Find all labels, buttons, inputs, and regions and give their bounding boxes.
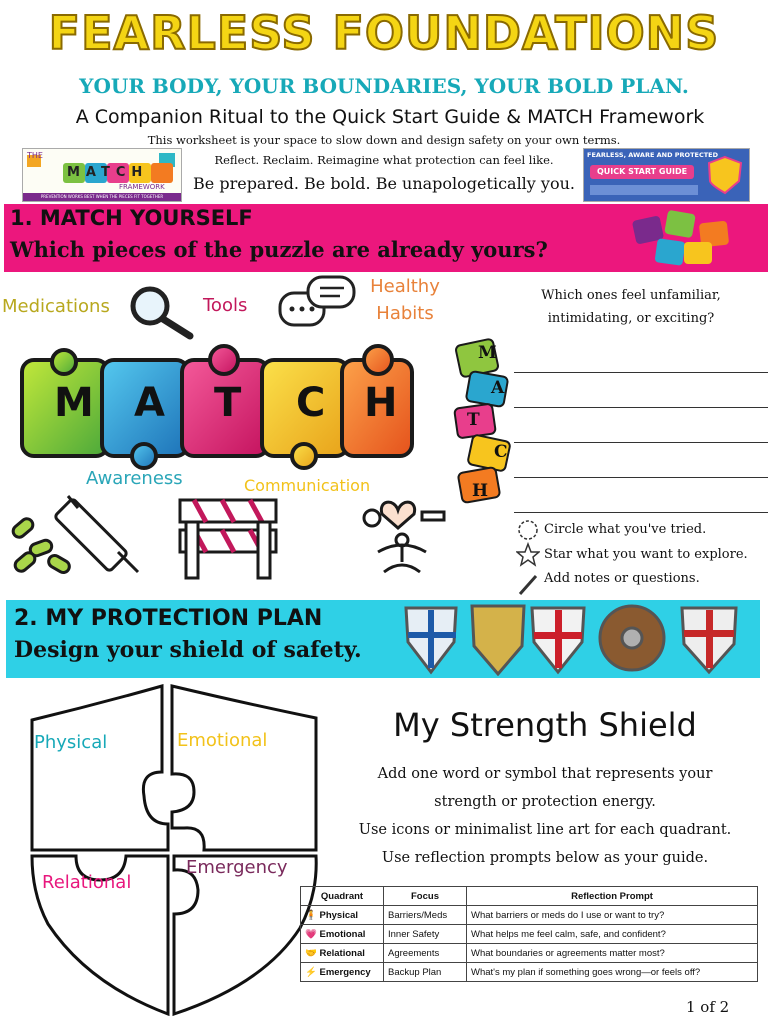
stack-letter-a: A — [491, 378, 505, 398]
label-habits: Habits — [376, 303, 434, 324]
row-quadrant: Emotional — [319, 928, 366, 940]
section1-subtitle: Which pieces of the puzzle are already yours? — [10, 237, 548, 262]
row-prompt: What helps me feel calm, safe, and confident? — [467, 925, 758, 944]
header-focus: Focus — [384, 887, 467, 906]
section2-title: 2. MY PROTECTION PLAN — [14, 606, 323, 631]
barrier-icon — [176, 494, 280, 582]
header-quadrant: Quadrant — [301, 887, 384, 906]
label-tools: Tools — [203, 295, 248, 316]
writing-line[interactable] — [514, 372, 768, 373]
thumb-tag: PREVENTION WORKS BEST WHEN THE PIECES FIT TOGETHER — [40, 194, 164, 199]
stack-letter-h: H — [472, 481, 489, 501]
tip-notes: Add notes or questions. — [544, 571, 700, 586]
quadrant-relational-label: Relational — [42, 872, 132, 893]
row-focus: Inner Safety — [384, 925, 467, 944]
prompt-line-4: Use reflection prompts below as your guide. — [381, 850, 709, 866]
row-quadrant: Emergency — [319, 966, 371, 978]
row-prompt: What's my plan if something goes wrong—or feels off? — [467, 963, 758, 982]
question-line-2: intimidating, or exciting? — [547, 311, 715, 326]
table-row — [301, 963, 758, 982]
writing-line[interactable] — [514, 477, 768, 478]
row-quadrant: Physical — [319, 909, 359, 921]
reflection-table — [300, 886, 758, 982]
qs-line1: FEARLESS, AWARE AND PROTECTED — [587, 151, 718, 159]
heart-icon: 💗 — [305, 928, 317, 940]
qs-badge: QUICK START GUIDE — [590, 165, 694, 179]
label-medications: Medications — [2, 296, 110, 317]
quadrant-physical — [32, 686, 168, 850]
healthy-habits-icon — [358, 488, 450, 582]
row-quadrant: Relational — [319, 947, 365, 959]
thumb-the: THE — [27, 151, 43, 160]
quadrant-emergency — [174, 856, 316, 1014]
row-prompt: What barriers or meds do I use or want to try? — [467, 906, 758, 925]
circle-icon — [519, 521, 537, 539]
prompt-line-1: Add one word or symbol that represents your — [377, 766, 713, 782]
writing-line[interactable] — [514, 442, 768, 443]
stack-letter-c: C — [494, 442, 508, 462]
quadrant-physical-label: Physical — [34, 732, 108, 753]
label-communication: Communication — [244, 476, 371, 495]
pills-syringe-icon — [8, 486, 158, 582]
prompt-line-3: Use icons or minimalist line art for each quadrant. — [358, 822, 732, 838]
row-prompt: What boundaries or agreements matter most? — [467, 944, 758, 963]
pen-icon — [520, 576, 536, 594]
stack-letter-m: M — [478, 343, 497, 363]
letter-a: A — [134, 380, 165, 426]
quick-start-thumbnail — [583, 148, 750, 202]
letter-c: C — [296, 380, 326, 426]
shield-title: My Strength Shield — [393, 706, 697, 744]
tip-star: Star what you want to explore. — [544, 547, 748, 562]
writing-line[interactable] — [514, 407, 768, 408]
quadrant-emergency-label: Emergency — [186, 857, 288, 878]
page-title: FEARLESS FOUNDATIONS — [48, 6, 720, 60]
letter-h: H — [364, 380, 398, 426]
letter-m: M — [54, 380, 94, 426]
magnifier-icon — [120, 282, 200, 340]
table-row — [301, 925, 758, 944]
intro-text-1: This worksheet is your space to slow down and design safety on your own terms. — [147, 133, 621, 147]
intro-text-2: Reflect. Reclaim. Reimagine what protection can feel like. — [214, 153, 554, 167]
row-focus: Backup Plan — [384, 963, 467, 982]
shields-row-icon — [400, 602, 754, 676]
page-subtitle: YOUR BODY, YOUR BOUNDARIES, YOUR BOLD PLAN. — [79, 74, 689, 98]
physical-icon: 🧍 — [305, 909, 317, 921]
tip-circle: Circle what you've tried. — [544, 522, 707, 537]
letter-t: T — [214, 380, 242, 426]
quadrant-emotional-label: Emotional — [177, 730, 268, 751]
prompt-line-2: strength or protection energy. — [434, 794, 656, 810]
qs-icons-row — [590, 185, 698, 195]
quadrant-emotional — [172, 686, 316, 850]
stack-letter-t: T — [467, 410, 480, 430]
intro-text-3: Be prepared. Be bold. Be unapologetically you. — [193, 174, 575, 193]
label-awareness: Awareness — [86, 468, 183, 489]
thumb-match: MATCH — [67, 165, 149, 180]
label-healthy: Healthy — [370, 276, 440, 297]
handshake-icon: 🤝 — [305, 947, 317, 959]
table-header-row — [301, 887, 758, 906]
badge-shield-icon — [706, 155, 744, 195]
header-prompt: Reflection Prompt — [467, 887, 758, 906]
companion-line: A Companion Ritual to the Quick Start Guide & MATCH Framework — [75, 106, 705, 128]
puzzle-cluster-icon — [628, 208, 758, 270]
thumb-framework: FRAMEWORK — [119, 183, 165, 191]
page-number: 1 of 2 — [686, 998, 730, 1016]
row-focus: Agreements — [384, 944, 467, 963]
section2-subtitle: Design your shield of safety. — [14, 637, 362, 663]
tip-icons — [516, 518, 540, 598]
lightning-icon: ⚡ — [305, 966, 317, 978]
chat-bubbles-icon — [278, 275, 358, 339]
match-framework-thumbnail — [22, 148, 182, 202]
writing-line[interactable] — [514, 512, 768, 513]
question-line-1: Which ones feel unfamiliar, — [541, 288, 721, 303]
table-row — [301, 944, 758, 963]
match-letters — [18, 380, 418, 440]
table-row — [301, 906, 758, 925]
row-focus: Barriers/Meds — [384, 906, 467, 925]
star-icon — [517, 544, 539, 565]
section1-title: 1. MATCH YOURSELF — [10, 206, 253, 230]
